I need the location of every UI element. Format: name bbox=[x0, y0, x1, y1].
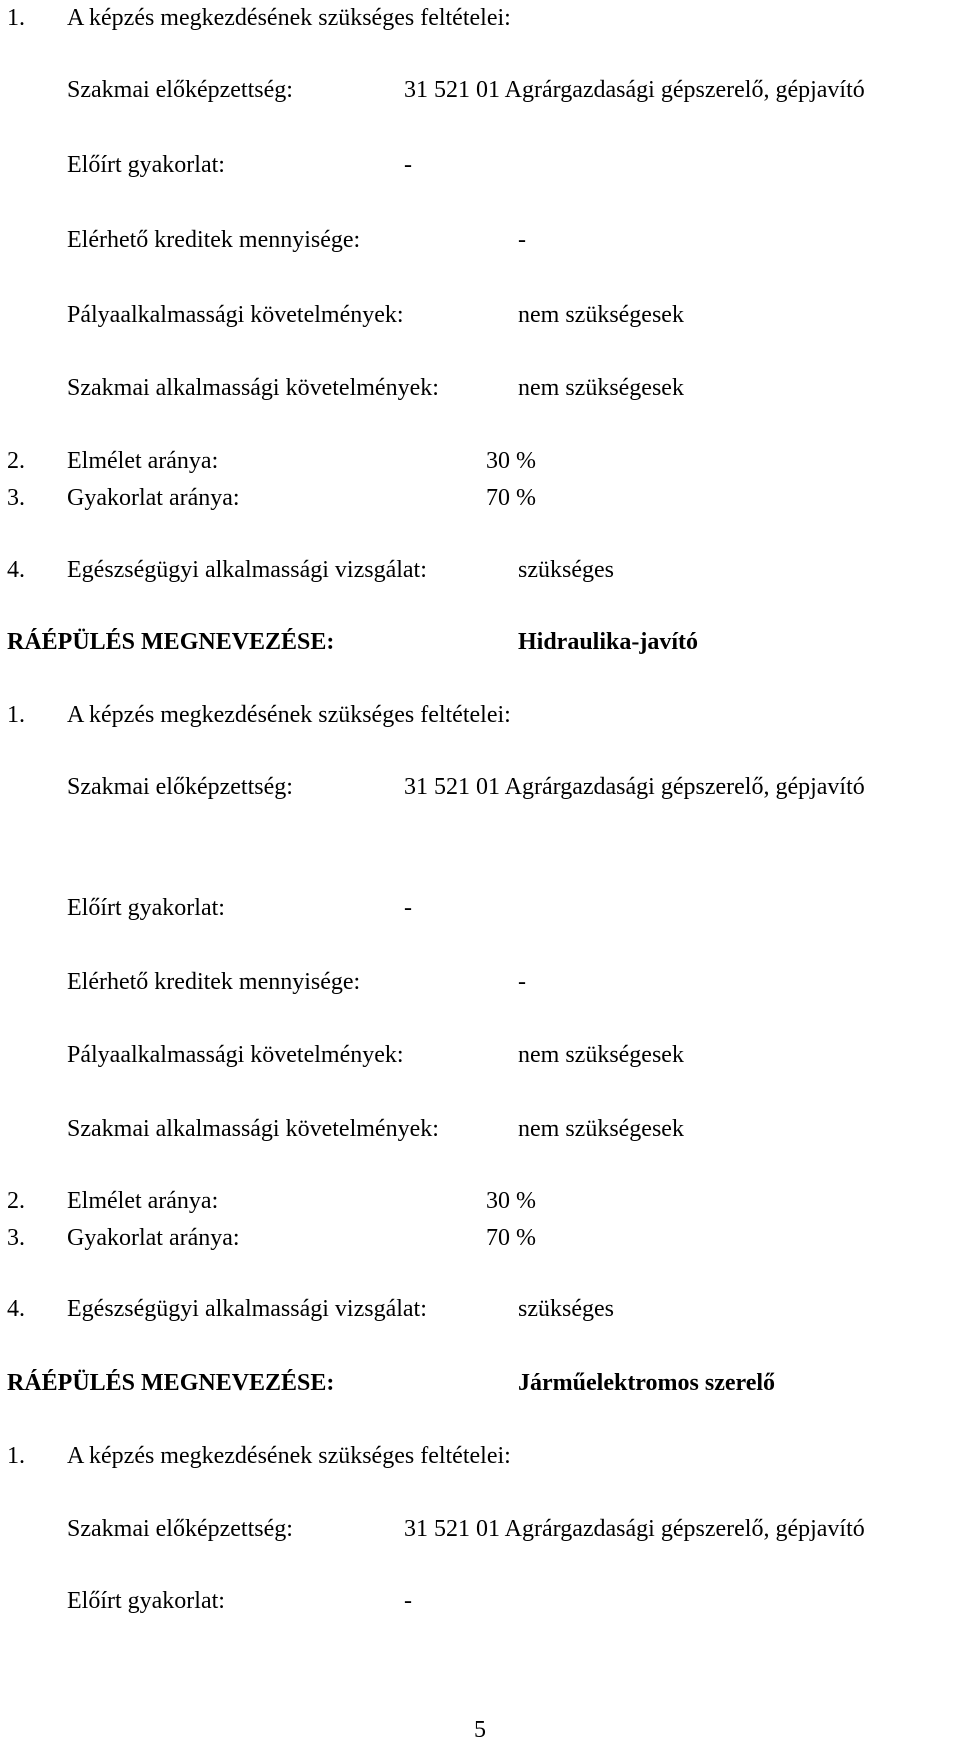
s2-prereq-value: 31 521 01 Agrárgazdasági gépszerelő, gépjavító bbox=[404, 774, 865, 800]
s3-practice-label: Előírt gyakorlat: bbox=[67, 1588, 225, 1614]
s2-practice-label: Előírt gyakorlat: bbox=[67, 895, 225, 921]
s1-pract-label: Gyakorlat aránya: bbox=[67, 485, 240, 511]
s2-theory-label: Elmélet aránya: bbox=[67, 1188, 219, 1214]
s2-health-value: szükséges bbox=[518, 1296, 614, 1322]
s3-cond-heading: A képzés megkezdésének szükséges feltételei: bbox=[67, 1443, 511, 1469]
page-number: 5 bbox=[474, 1717, 486, 1743]
s1-health-label: Egészségügyi alkalmassági vizsgálat: bbox=[67, 557, 427, 583]
s1-prof-label: Szakmai alkalmassági követelmények: bbox=[67, 375, 439, 401]
s1-pract-number: 3. bbox=[7, 485, 25, 511]
s1-pract-value: 70 % bbox=[486, 485, 536, 511]
s3-cond-number: 1. bbox=[7, 1443, 25, 1469]
s1-theory-number: 2. bbox=[7, 448, 25, 474]
s2-practice-value: - bbox=[404, 895, 412, 921]
s3-prereq-value: 31 521 01 Agrárgazdasági gépszerelő, gépjavító bbox=[404, 1516, 865, 1542]
s2-prof-value: nem szükségesek bbox=[518, 1116, 684, 1142]
s2-pract-number: 3. bbox=[7, 1225, 25, 1251]
s1-health-value: szükséges bbox=[518, 557, 614, 583]
s1-practice-value: - bbox=[404, 152, 412, 178]
s2-health-label: Egészségügyi alkalmassági vizsgálat: bbox=[67, 1296, 427, 1322]
s3-prereq-label: Szakmai előképzettség: bbox=[67, 1516, 293, 1542]
s2-career-label: Pályaalkalmassági követelmények: bbox=[67, 1042, 404, 1068]
s1-career-label: Pályaalkalmassági követelmények: bbox=[67, 302, 404, 328]
s1-prof-value: nem szükségesek bbox=[518, 375, 684, 401]
s2-pract-value: 70 % bbox=[486, 1225, 536, 1251]
s2-pract-label: Gyakorlat aránya: bbox=[67, 1225, 240, 1251]
s2-prereq-label: Szakmai előképzettség: bbox=[67, 774, 293, 800]
s1-cond-number: 1. bbox=[7, 5, 25, 31]
s2-theory-value: 30 % bbox=[486, 1188, 536, 1214]
s2-title-value: Hidraulika-javító bbox=[518, 629, 699, 655]
s2-credits-label: Elérhető kreditek mennyisége: bbox=[67, 969, 361, 995]
s1-credits-value: - bbox=[518, 227, 526, 253]
s1-cond-heading: A képzés megkezdésének szükséges feltételei: bbox=[67, 5, 511, 31]
s2-prof-label: Szakmai alkalmassági követelmények: bbox=[67, 1116, 439, 1142]
s1-theory-value: 30 % bbox=[486, 448, 536, 474]
s3-title-value: Járműelektromos szerelő bbox=[518, 1370, 776, 1396]
s1-health-number: 4. bbox=[7, 557, 25, 583]
s2-credits-value: - bbox=[518, 969, 526, 995]
s1-career-value: nem szükségesek bbox=[518, 302, 684, 328]
s2-theory-number: 2. bbox=[7, 1188, 25, 1214]
s1-prereq-value: 31 521 01 Agrárgazdasági gépszerelő, gépjavító bbox=[404, 77, 865, 103]
s2-career-value: nem szükségesek bbox=[518, 1042, 684, 1068]
s1-credits-label: Elérhető kreditek mennyisége: bbox=[67, 227, 361, 253]
s2-cond-heading: A képzés megkezdésének szükséges feltételei: bbox=[67, 702, 511, 728]
s1-prereq-label: Szakmai előképzettség: bbox=[67, 77, 293, 103]
s2-health-number: 4. bbox=[7, 1296, 25, 1322]
s1-theory-label: Elmélet aránya: bbox=[67, 448, 219, 474]
s3-title-label: RÁÉPÜLÉS MEGNEVEZÉSE: bbox=[7, 1370, 335, 1396]
s3-practice-value: - bbox=[404, 1588, 412, 1614]
s2-cond-number: 1. bbox=[7, 702, 25, 728]
s2-title-label: RÁÉPÜLÉS MEGNEVEZÉSE: bbox=[7, 629, 335, 655]
s1-practice-label: Előírt gyakorlat: bbox=[67, 152, 225, 178]
